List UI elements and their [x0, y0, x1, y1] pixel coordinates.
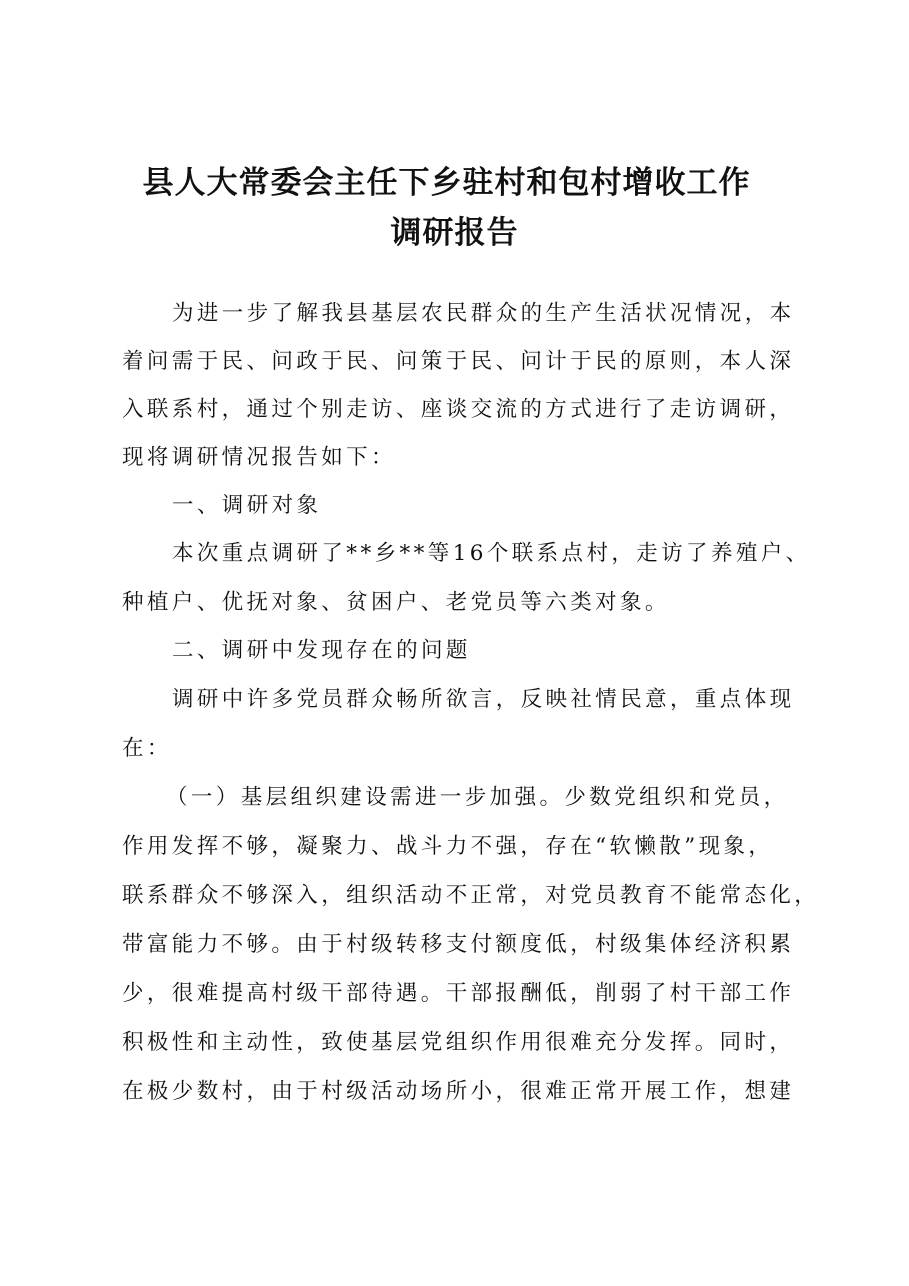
- paragraph-line: 在：: [122, 736, 172, 761]
- paragraph-line: 联系群众不够深入，组织活动不正常，对党员教育不能常态化，: [122, 883, 820, 908]
- document-title-line-2: 调研报告: [390, 215, 519, 251]
- subsection-line: （一）基层组织建设需进一步加强。少数党组织和党员，: [166, 785, 789, 810]
- paragraph-line: 为进一步了解我县基层农民群众的生产生活状况情况，本: [172, 301, 795, 326]
- paragraph-line: 积极性和主动性，致使基层党组织作用很难充分发挥。同时，: [122, 1030, 795, 1055]
- paragraph-line: 入联系村，通过个别走访、座谈交流的方式进行了走访调研，: [122, 397, 795, 422]
- paragraph-line: 在极少数村，由于村级活动场所小，很难正常开展工作，想建: [122, 1079, 795, 1104]
- section-heading: 二、调研中发现存在的问题: [172, 638, 471, 663]
- paragraph-line: 带富能力不够。由于村级转移支付额度低，村级集体经济积累: [122, 932, 795, 957]
- document-title-line-1: 县人大常委会主任下乡驻村和包村增收工作: [142, 165, 751, 201]
- paragraph-line: 本次重点调研了**乡**等16个联系点村，走访了养殖户、: [172, 541, 811, 566]
- paragraph-line: 现将调研情况报告如下：: [122, 445, 396, 470]
- paragraph-line: 着问需于民、问政于民、问策于民、问计于民的原则，本人深: [122, 349, 795, 374]
- section-heading: 一、调研对象: [172, 493, 322, 518]
- paragraph-line: 调研中许多党员群众畅所欲言，反映社情民意，重点体现: [172, 687, 795, 712]
- paragraph-line: 少，很难提高村级干部待遇。干部报酬低，削弱了村干部工作: [122, 981, 795, 1006]
- paragraph-line: 作用发挥不够，凝聚力、战斗力不强，存在“软懒散”现象，: [122, 834, 774, 859]
- paragraph-line: 种植户、优抚对象、贫困户、老党员等六类对象。: [122, 590, 670, 615]
